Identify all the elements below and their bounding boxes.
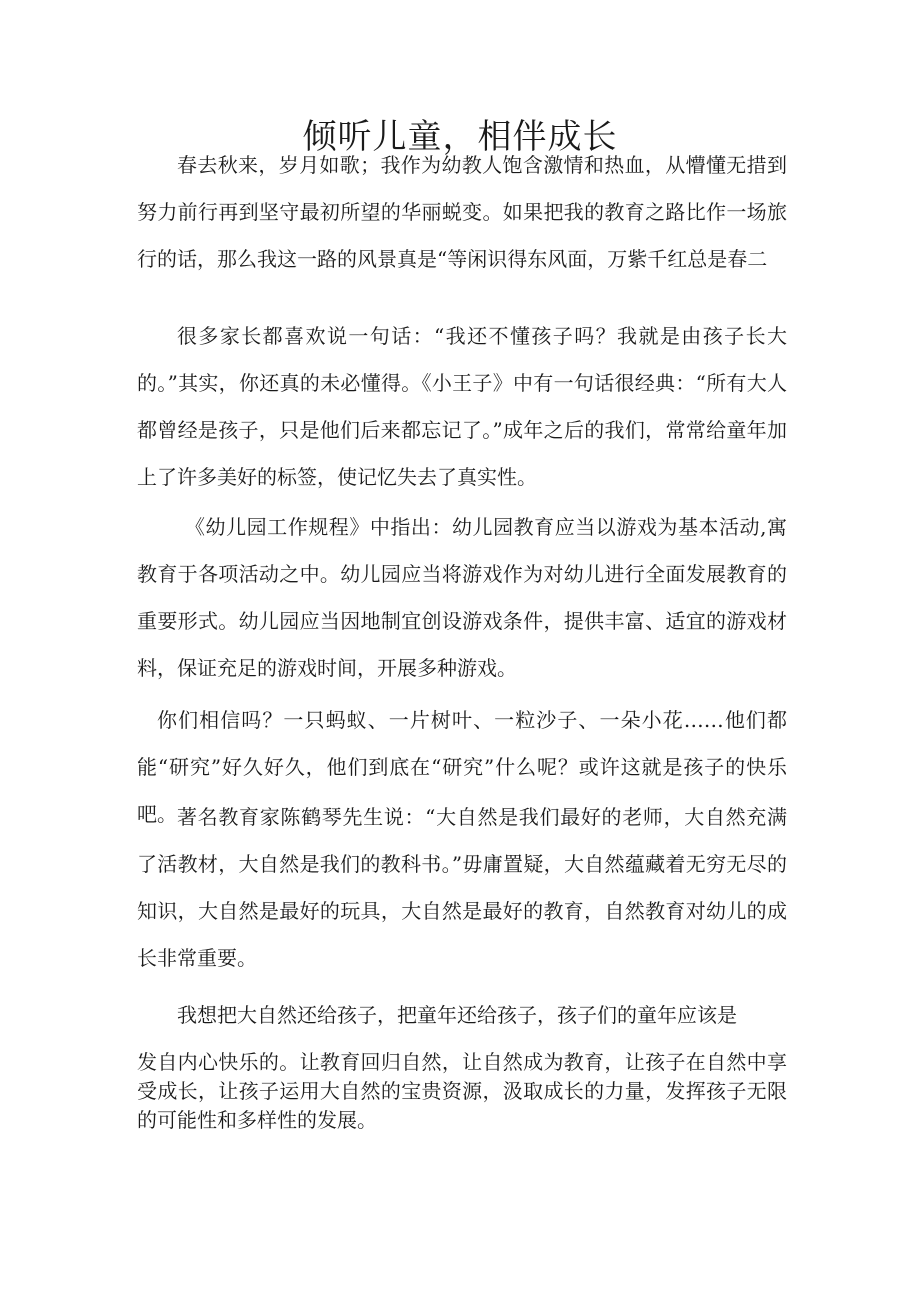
paragraph-7: 发自内心快乐的。让教育回归自然，让自然成为教育，让孩子在自然中享受成长，让孩子运用大自然的宝贵资源，汲取成长的力量，发挥孩子无限的可能性和多样性的发展。 [137, 1050, 787, 1132]
document-title: 倾听儿童，相伴成长 [302, 117, 618, 157]
paragraph-3: 《幼儿园工作规程》中指出：幼儿园教育应当以游戏为基本活动,寓教育于各项活动之中。幼儿园应当将游戏作为对幼儿进行全面发展教育的重要形式。幼儿园应当因地制宜创设游戏条件，提供丰富、适宜的游戏材料，保证充足的游戏时间，开展多种游戏。 [137, 515, 787, 680]
paragraph-1: 春去秋来，岁月如歌；我作为幼教人饱含激情和热血，从懵懂无措到努力前行再到坚守最初所望的华丽蜕变。如果把我的教育之路比作一场旅行的话，那么我这一路的风景真是“等闲识得东风面，万紫千红总是春二 [137, 153, 787, 271]
paragraph-4: 你们相信吗？一只蚂蚁、一片树叶、一粒沙子、一朵小花……他们都能“研究”好久好久，他们到底在“研究”什么呢？或许这就是孩子的快乐吧。 [137, 708, 787, 826]
paragraph-5: 著名教育家陈鹤琴先生说：“大自然是我们最好的老师，大自然充满了活教材，大自然是我们的教科书。”毋庸置疑，大自然蕴藏着无穷无尽的知识，大自然是最好的玩具，大自然是最好的教育，自然教育对幼儿的成长非常重要。 [137, 805, 787, 970]
paragraph-2: 很多家长都喜欢说一句话：“我还不懂孩子吗？我就是由孩子长大的。”其实，你还真的未必懂得。《小王子》中有一句话很经典：“所有大人都曾经是孩子，只是他们后来都忘记了。”成年之后的我们，常常给童年加上了许多美好的标签，使记忆失去了真实性。 [137, 324, 787, 489]
paragraph-6: 我想把大自然还给孩子，把童年还给孩子，孩子们的童年应该是 [177, 1003, 737, 1027]
